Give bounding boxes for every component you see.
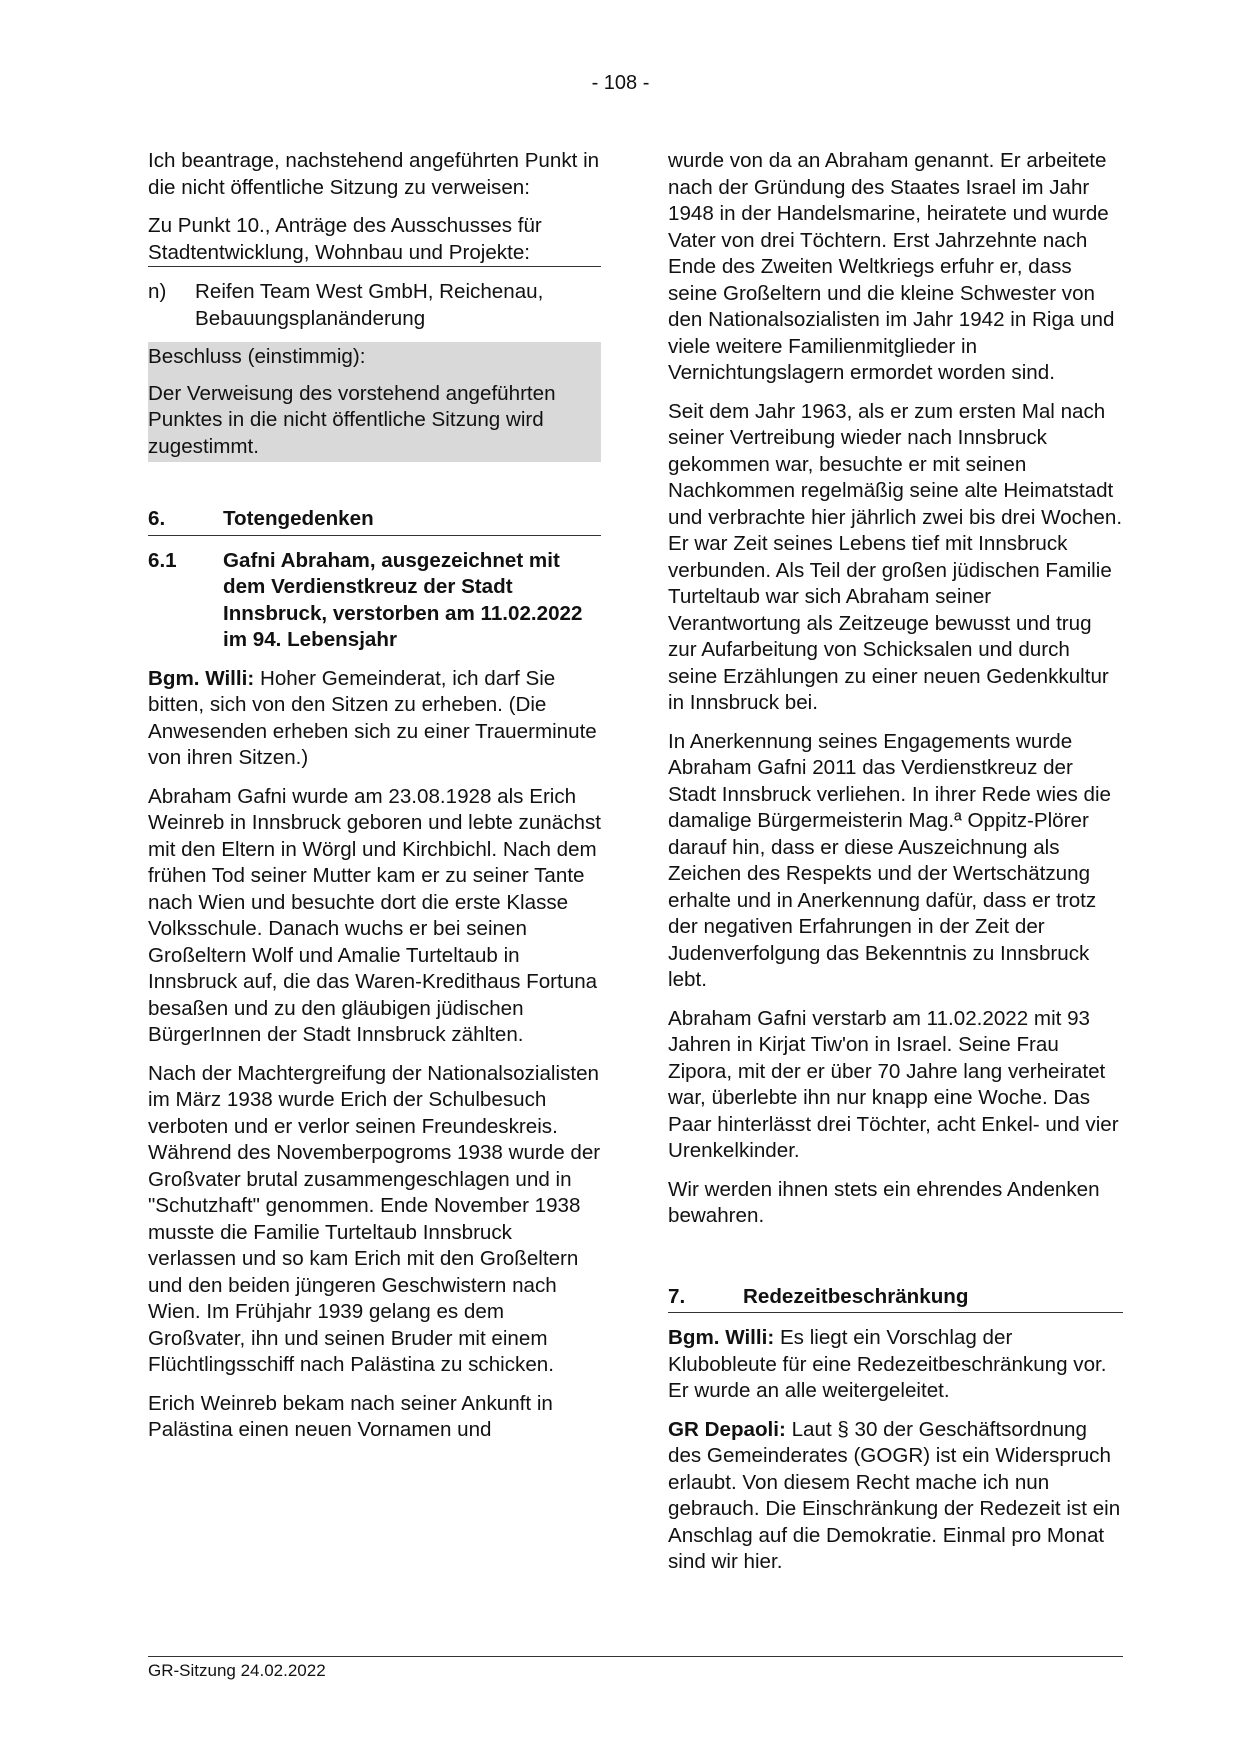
speaker-name: Bgm. Willi:	[148, 666, 255, 690]
agenda-reference: Zu Punkt 10., Anträge des Ausschusses für Stadtentwicklung, Wohnbau und Projekte:	[148, 213, 601, 267]
biography-paragraph: Nach der Machtergreifung der Nationalsozialisten im März 1938 wurde Erich der Schulbesuch verboten und er verlor seinen Freundeskreis. Während des Novemberpogroms 1938 wurde der Großvater brutal zusammengeschlagen und in "Schutzhaft" genommen. Ende November 1938 musste die Familie Turteltaub Innsbruck verlassen und so kam Erich mit den Großeltern und den beiden jüngeren Geschwistern nach Wien. Im Frühjahr 1939 gelang es dem Großvater, ihn und seinen Bruder mit einem Flüchtlingsschiff nach Palästina zu schicken.	[148, 1061, 601, 1376]
section-number: 6.	[148, 507, 166, 530]
resolution-label: Beschluss (einstimmig):	[148, 345, 366, 368]
subsection-number: 6.1	[148, 548, 177, 572]
section-heading-7	[668, 1284, 1123, 1314]
biography-paragraph: In Anerkennung seines Engagements wurde Abraham Gafni 2011 das Verdienstkreuz der Stadt Innsbruck verliehen. In ihrer Rede wies die damalige Bürgermeisterin Mag.ª Oppitz-Plörer darauf hin, dass er diese Auszeichnung als Zeichen des Respekts und der Wertschätzung erhalte und in Anerkennung dafür, dass er trotz der negativen Erfahrungen in der Zeit der Judenverfolgung das Bekenntnis zu Innsbruck lebt.	[668, 729, 1111, 991]
biography-paragraph: wurde von da an Abraham genannt. Er arbeitete nach der Gründung des Staates Israel im Jahr 1948 in der Handelsmarine, heiratete und wurde Vater von drei Töchtern. Erst Jahrzehnte nach Ende des Zweiten Weltkriegs erfuhr er, dass seine Großeltern und die kleine Schwester von den Nationalsozialisten im Jahr 1942 in Riga und viele weitere Familienmitglieder in Vernichtungslagern ermordet worden sind.	[668, 149, 1115, 384]
footer: GR-Sitzung 24.02.2022	[148, 1661, 326, 1680]
speech-paragraph	[668, 1325, 1123, 1405]
section-title: Redezeitbeschränkung	[743, 1284, 969, 1308]
speech-text: Es liegt ein Vorschlag der Klubobleute für eine Redezeitbeschränkung vor. Er wurde an alle weitergeleitet.	[668, 1326, 1107, 1402]
subsection-heading-6-1	[148, 548, 601, 654]
subsection-title: Gafni Abraham, ausgezeichnet mit dem Verdienstkreuz der Stadt Innsbruck, verstorben am 11.02.2022 im 94. Lebensjahr	[223, 548, 583, 651]
speaker-name: Bgm. Willi:	[668, 1326, 775, 1349]
right-column	[668, 148, 1123, 1588]
footer-divider	[148, 1656, 1123, 1657]
speaker-name: GR Depaoli:	[668, 1417, 786, 1441]
resolution-text: Der Verweisung des vorstehend angeführten Punktes in die nicht öffentliche Sitzung wird zugestimmt.	[148, 381, 556, 458]
section-heading-6	[148, 506, 601, 536]
biography-paragraph: Abraham Gafni wurde am 23.08.1928 als Erich Weinreb in Innsbruck geboren und lebte zunächst mit den Eltern in Wörgl und Kirchbichl. Nach dem frühen Tod seiner Mutter kam er zu seiner Tante nach Wien und besuchte dort die erste Klasse Volksschule. Danach wuchs er bei seinen Großeltern Wolf und Amalie Turteltaub in Innsbruck auf, die das Waren-Kredithaus Fortuna besaßen und zu den gläubigen jüdischen BürgerInnen der Stadt Innsbruck zählten.	[148, 784, 601, 1046]
section-number: 7.	[668, 1284, 686, 1308]
agenda-item	[148, 279, 601, 332]
motion-paragraph: Ich beantrage, nachstehend angeführten Punkt in die nicht öffentliche Sitzung zu verweisen:	[148, 149, 600, 199]
agenda-item-text: Reifen Team West GmbH, Reichenau, Bebauungsplanänderung	[195, 280, 544, 330]
section-title: Totengedenken	[223, 507, 374, 530]
agenda-item-label: n)	[148, 280, 167, 303]
left-column	[148, 148, 601, 1456]
speech-paragraph	[668, 1417, 1123, 1576]
resolution-box	[148, 342, 601, 462]
speech-text: Hoher Gemeinderat, ich darf Sie bitten, sich von den Sitzen zu erheben. (Die Anwesenden erheben sich zu einer Trauerminute von ihren Sitzen.)	[148, 666, 597, 769]
closing-paragraph: Wir werden ihnen stets ein ehrendes Andenken bewahren.	[668, 1177, 1100, 1227]
biography-paragraph: Abraham Gafni verstarb am 11.02.2022 mit 93 Jahren in Kirjat Tiw'on in Israel. Seine Frau Zipora, mit der er über 70 Jahre lang verheiratet war, überlebte ihn nur knapp eine Woche. Das Paar hinterlässt drei Töchter, acht Enkel- und vier Urenkelkinder.	[668, 1006, 1119, 1162]
speech-text: Laut § 30 der Geschäftsordnung des Gemeinderates (GOGR) ist ein Widerspruch erlaubt. Von diesem Recht mache ich nun gebrauch. Die Einschränkung der Redezeit ist ein Anschlag auf die Demokratie. Einmal pro Monat sind wir hier.	[668, 1417, 1121, 1573]
speech-paragraph	[148, 666, 601, 772]
biography-paragraph: Erich Weinreb bekam nach seiner Ankunft in Palästina einen neuen Vornamen und	[148, 1391, 553, 1441]
biography-paragraph: Seit dem Jahr 1963, als er zum ersten Mal nach seiner Vertreibung wieder nach Innsbruck gekommen war, besuchte er mit seinen Nachkommen regelmäßig seine alte Heimatstadt und verbrachte hier jährlich zwei bis drei Wochen. Er war Zeit seines Lebens tief mit Innsbruck verbunden. Als Teil der großen jüdischen Familie Turteltaub war sich Abraham seiner Verantwortung als Zeitzeuge bewusst und trug zur Aufarbeitung von Schicksalen und durch seine Erzählungen zu einer neuen Gedenkkultur in Innsbruck bei.	[668, 399, 1123, 714]
page-number: - 108 -	[591, 72, 650, 94]
